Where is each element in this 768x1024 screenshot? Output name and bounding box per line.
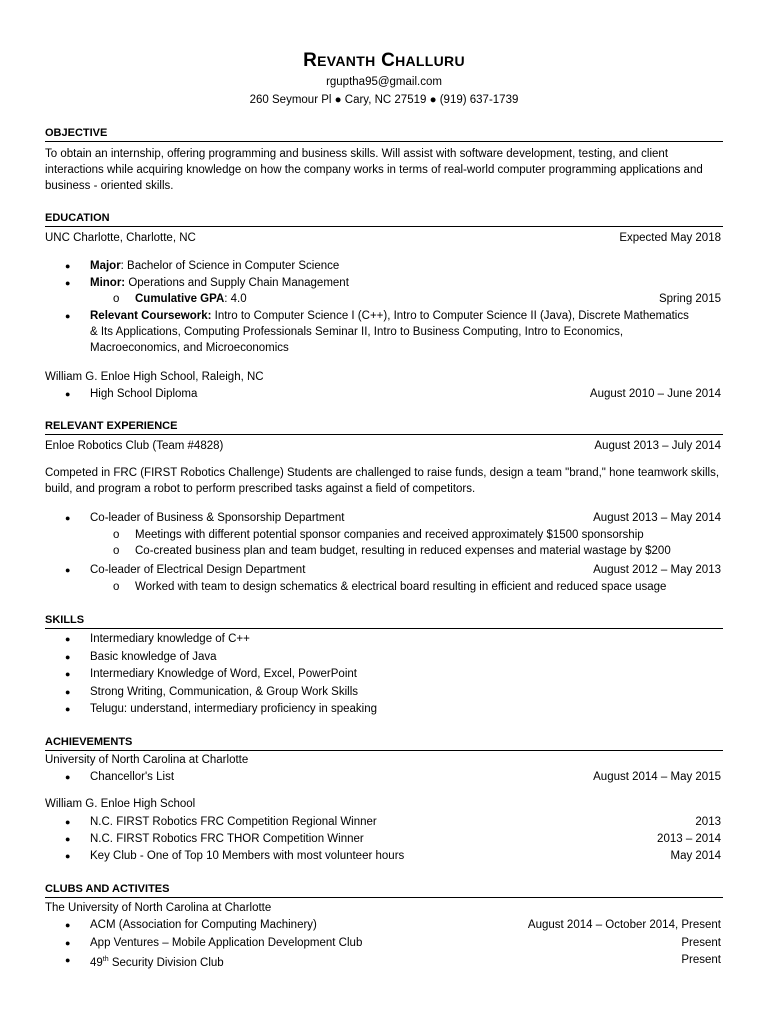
club-item: ● ACM (Association for Computing Machinery) August 2014 – October 2014, Present <box>65 919 721 931</box>
section-clubs-title: CLUBS AND ACTIVITES <box>45 883 723 898</box>
experience-role2-date: August 2012 – May 2013 <box>593 564 721 576</box>
clubs-school: The University of North Carolina at Charlotte <box>45 902 272 914</box>
bullet-icon: ● <box>65 687 71 697</box>
education-minor: ● Minor: Operations and Supply Chain Management <box>65 277 349 289</box>
sub-bullet-icon: o <box>113 529 120 541</box>
bullet-icon: ● <box>65 261 71 271</box>
bullet-icon: ● <box>65 772 71 782</box>
address-line: 260 Seymour Pl ● Cary, NC 27519 ● (919) 637-1739 <box>249 94 519 106</box>
bullet-icon: ● <box>65 311 71 321</box>
email[interactable]: rguptha95@gmail.com <box>326 76 442 88</box>
bullet-icon: ● <box>65 669 71 679</box>
bullet-icon: ● <box>65 565 71 575</box>
section-experience-title: RELEVANT EXPERIENCE <box>45 420 723 435</box>
bullet-icon: ● <box>65 634 71 644</box>
experience-role2: ● Co-leader of Electrical Design Department August 2012 – May 2013 <box>65 564 721 576</box>
section-objective-title: OBJECTIVE <box>45 127 723 142</box>
achievements-school1: University of North Carolina at Charlotte <box>45 754 249 766</box>
education-coursework: ● Relevant Coursework: Intro to Computer Science I (C++), Intro to Computer Science II (Java), Discrete Mathematics & Its Applications, Computing Professionals Seminar II, Intro to Business Computing, Intro to Economics, Macroeconomics, and Microeconomics <box>65 310 689 354</box>
sub-bullet-icon: o <box>113 293 120 305</box>
bullet-icon: ● <box>65 704 71 714</box>
achievements-school2: William G. Enloe High School <box>45 798 196 810</box>
education-school2: William G. Enloe High School, Raleigh, NC <box>45 371 264 383</box>
education-gpa-date: Spring 2015 <box>658 293 721 305</box>
bullet-icon: ● <box>65 920 71 930</box>
club-item: ● App Ventures – Mobile Application Development Club Present <box>65 937 721 949</box>
education-school1: UNC Charlotte, Charlotte, NC Expected May 2018 <box>45 232 721 244</box>
skill-item: ● Basic knowledge of Java <box>65 651 217 663</box>
experience-role2-sub1: o Worked with team to design schematics & electrical board resulting in efficient and reduced space usage <box>113 581 667 593</box>
bullet-icon: ● <box>65 817 71 827</box>
bullet-icon: ● <box>65 851 71 861</box>
bullet-icon: ● <box>65 938 71 948</box>
bullet-icon: ● <box>65 513 71 523</box>
bullet-icon: ● <box>65 389 71 399</box>
skill-item: ● Telugu: understand, intermediary proficiency in speaking <box>65 703 378 715</box>
achievement-item: ● Key Club - One of Top 10 Members with most volunteer hours May 2014 <box>65 850 721 862</box>
bullet-icon: ● <box>65 834 71 844</box>
bullet-icon: ● <box>65 955 71 965</box>
experience-role1: ● Co-leader of Business & Sponsorship Department August 2013 – May 2014 <box>65 512 721 524</box>
section-education-title: EDUCATION <box>45 212 723 227</box>
education-diploma-date: August 2010 – June 2014 <box>589 388 721 400</box>
education-major: ● Major: Bachelor of Science in Computer Science <box>65 260 340 272</box>
sub-bullet-icon: o <box>113 545 120 557</box>
skill-item: ● Intermediary knowledge of C++ <box>65 633 250 645</box>
sub-bullet-icon: o <box>113 581 120 593</box>
education-gpa: o Cumulative GPA: 4.0 Spring 2015 <box>113 293 721 305</box>
achievement-item: ● N.C. FIRST Robotics FRC Competition Regional Winner 2013 <box>65 816 721 828</box>
club-item: ● 49th Security Division Club Present <box>65 954 721 969</box>
section-achievements-title: ACHIEVEMENTS <box>45 736 723 751</box>
experience-role1-date: August 2013 – May 2014 <box>593 512 721 524</box>
candidate-name: REVANTH CHALLURU <box>303 50 465 71</box>
education-school1-date: Expected May 2018 <box>619 232 721 244</box>
education-diploma: ● High School Diploma August 2010 – June 2014 <box>65 388 721 400</box>
skill-item: ● Intermediary Knowledge of Word, Excel, PowerPoint <box>65 668 357 680</box>
skill-item: ● Strong Writing, Communication, & Group Work Skills <box>65 686 358 698</box>
achievement-item: ● N.C. FIRST Robotics FRC THOR Competition Winner 2013 – 2014 <box>65 833 721 845</box>
objective-text: To obtain an internship, offering programming and business skills. Will assist with software development, testing, and client interactions while acquiring knowledge on how the company works in terms of real-world computer programming applications and business - oriented skills. <box>45 148 703 192</box>
bullet-icon: ● <box>65 652 71 662</box>
experience-org-date: August 2013 – July 2014 <box>594 440 721 452</box>
section-skills-title: SKILLS <box>45 614 723 629</box>
experience-description: Competed in FRC (FIRST Robotics Challenge) Students are challenged to raise funds, design a team "brand," hone teamwork skills, build, and program a robot to perform prescribed tasks against a field of competitors. <box>45 467 720 495</box>
bullet-icon: ● <box>65 278 71 288</box>
achievement-item: ● Chancellor's List August 2014 – May 2015 <box>65 771 721 783</box>
experience-role1-sub2: o Co-created business plan and team budget, resulting in reduced expenses and material wastage by $200 <box>113 545 671 557</box>
experience-role1-sub1: o Meetings with different potential sponsor companies and received approximately $1500 sponsorship <box>113 529 644 541</box>
experience-org: Enloe Robotics Club (Team #4828) August 2013 – July 2014 <box>45 440 721 452</box>
